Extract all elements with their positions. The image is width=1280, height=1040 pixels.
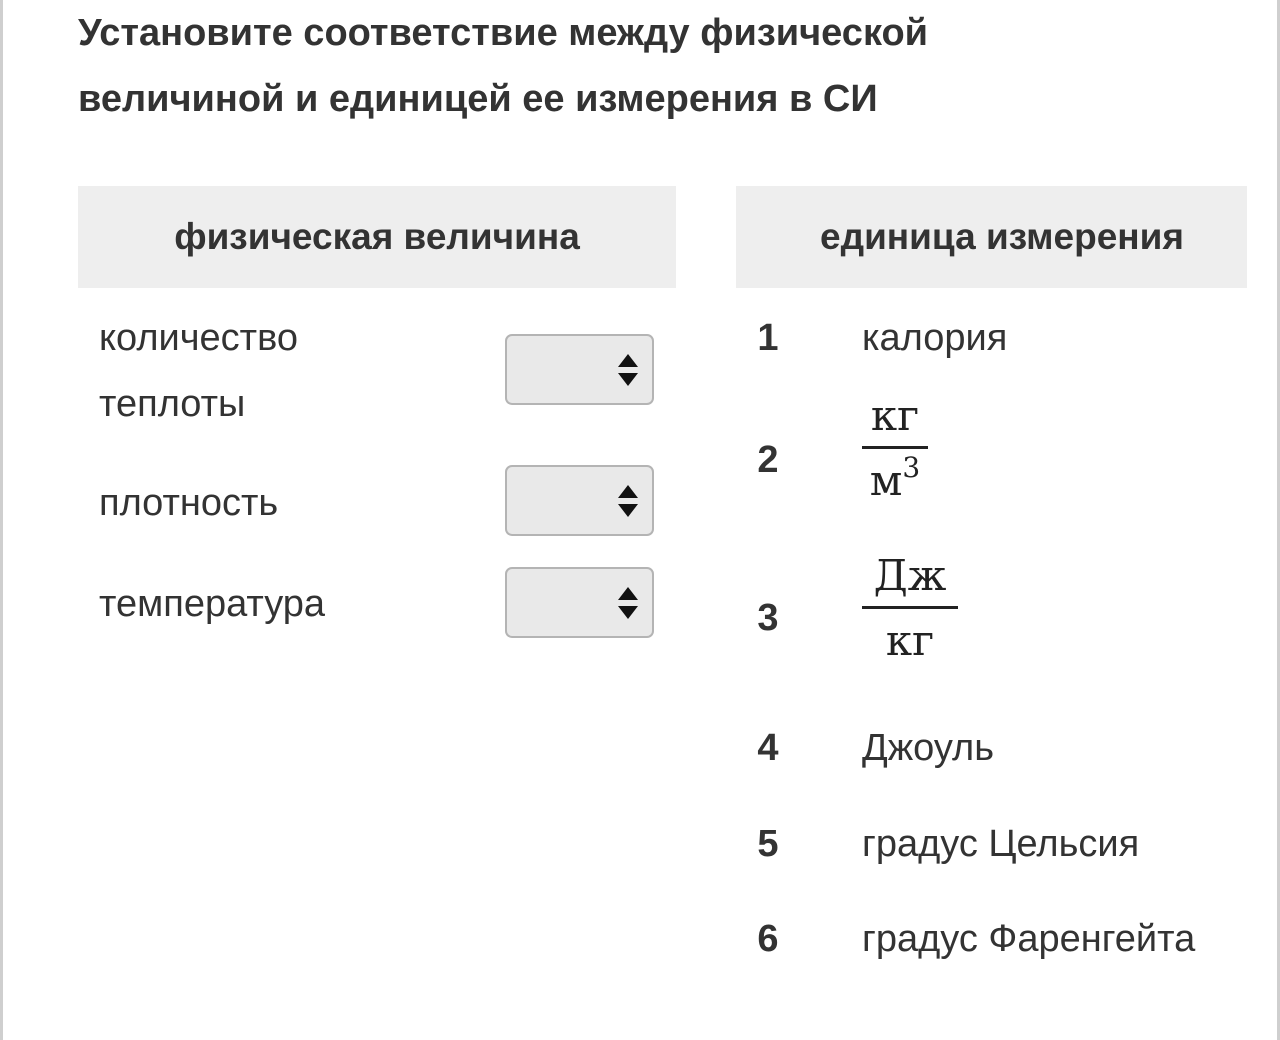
updown-arrows-icon xyxy=(616,352,640,388)
fraction-bar xyxy=(862,446,928,449)
unit-text-1: калория xyxy=(862,317,1008,359)
quantity-label-temperature: температура xyxy=(99,583,326,625)
unit-number-3: 3 xyxy=(757,597,779,639)
unit-fraction-3 xyxy=(862,552,958,665)
question-title-line2: величиной и единицей ее измерения в СИ xyxy=(78,78,878,120)
updown-arrows-icon xyxy=(616,483,640,519)
header-unit: единица измерения xyxy=(736,186,1247,288)
answer-select-density[interactable] xyxy=(505,465,654,536)
answer-select-heat[interactable] xyxy=(505,334,654,405)
unit-text-5: градус Цельсия xyxy=(862,823,1140,865)
updown-arrows-icon xyxy=(616,585,640,621)
question-title xyxy=(78,0,1078,132)
unit-number-2: 2 xyxy=(757,439,779,481)
unit-fraction-2-exponent: 3 xyxy=(902,451,921,484)
unit-fraction-2 xyxy=(862,392,928,505)
unit-text-6: градус Фаренгейта xyxy=(862,918,1196,960)
unit-fraction-2-den-base: м xyxy=(869,456,903,505)
unit-fraction-3-denominator: кг xyxy=(885,616,935,665)
answer-select-temperature[interactable] xyxy=(505,567,654,638)
unit-text-4: Джоуль xyxy=(862,727,994,769)
quantity-label-heat-line1: количество xyxy=(99,317,298,359)
unit-fraction-3-numerator: Дж xyxy=(873,551,947,600)
unit-number-1: 1 xyxy=(757,317,779,359)
fraction-bar xyxy=(862,606,958,609)
unit-fraction-2-numerator: кг xyxy=(870,391,920,440)
quantity-label-heat xyxy=(99,305,298,437)
unit-number-6: 6 xyxy=(757,918,779,960)
unit-number-5: 5 xyxy=(757,823,779,865)
quantity-label-heat-line2: теплоты xyxy=(99,383,246,425)
unit-number-4: 4 xyxy=(757,727,779,769)
left-border xyxy=(0,0,3,1040)
question-title-line1: Установите соответствие между физической xyxy=(78,12,929,54)
header-physical-quantity: физическая величина xyxy=(78,186,676,288)
unit-fraction-2-denominator xyxy=(862,451,928,505)
quantity-label-density: плотность xyxy=(99,482,279,524)
